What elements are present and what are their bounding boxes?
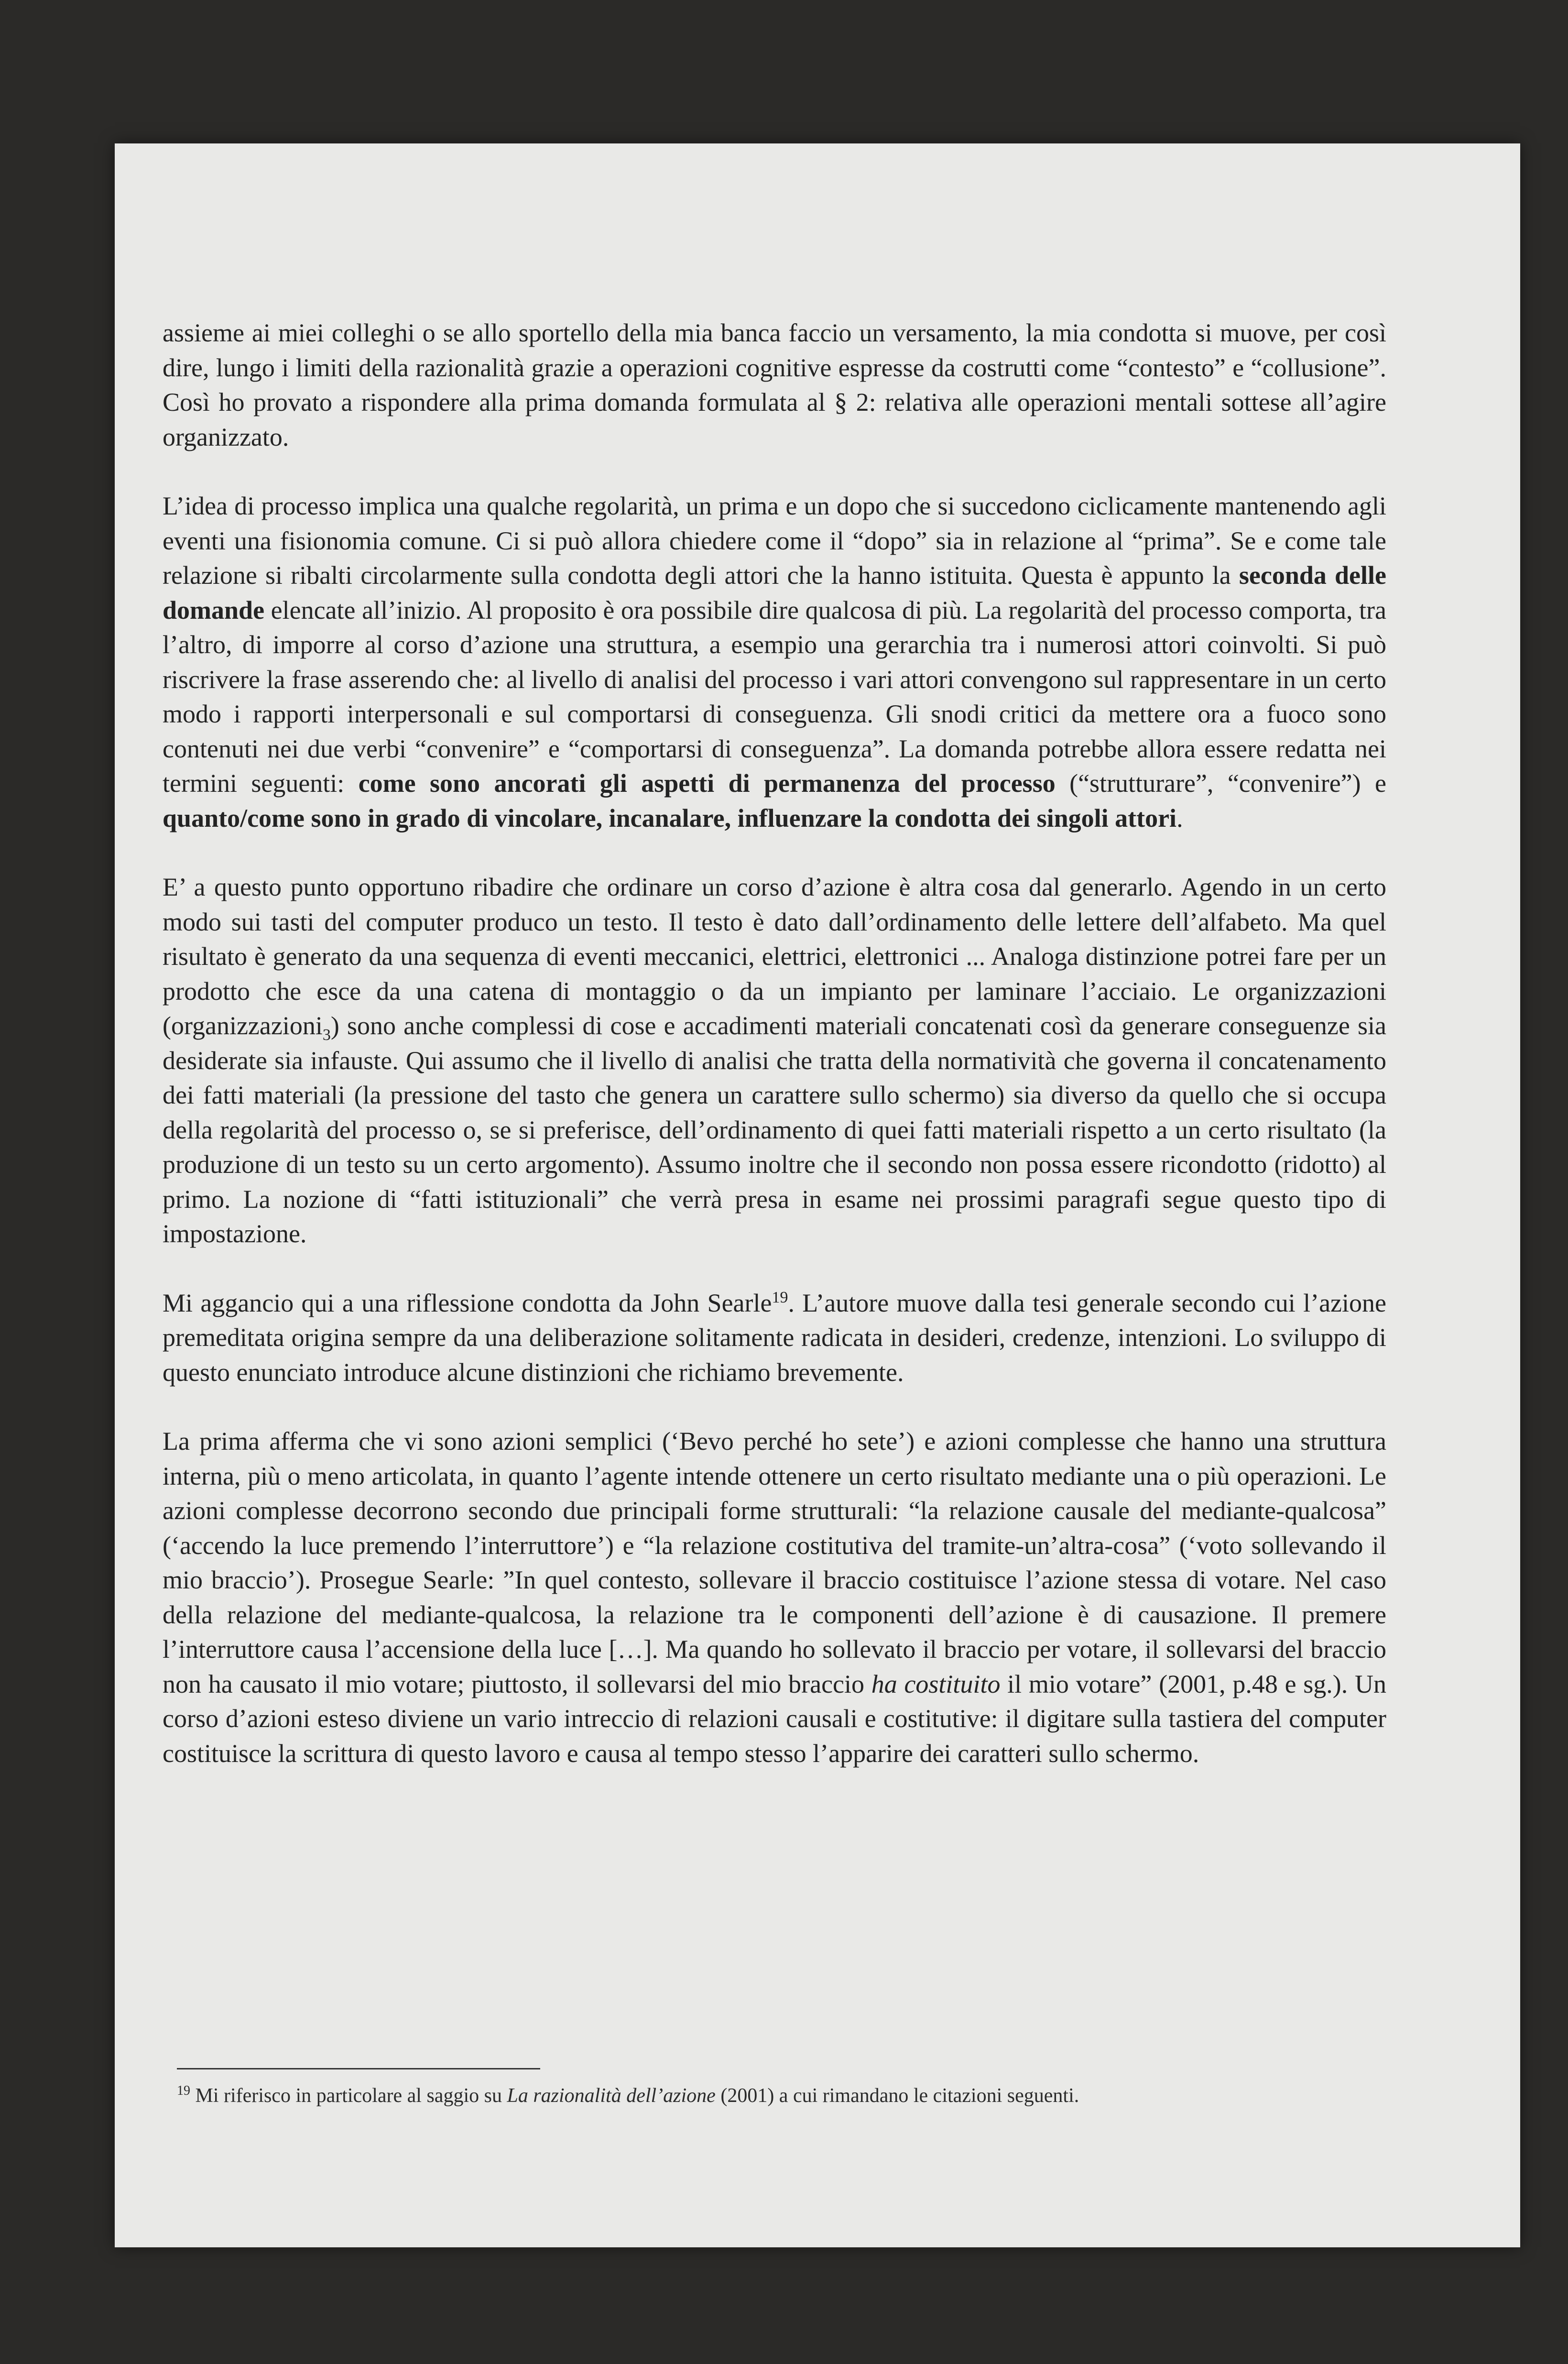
p2-bold-2: come sono ancorati gli aspetti di permanenza del processo: [358, 769, 1056, 798]
footnote-number: 19: [177, 2083, 190, 2098]
p3-text-1: E’ a questo punto opportuno ribadire che ordinare un corso d’azione è altra cosa dal generarlo. Agendo in un certo modo sui tasti del computer produco un testo. Il testo è dato dall’ordinamento delle lettere dell’alfabeto. Ma quel risultato è generato da una sequenza di eventi meccanici, elettrici, elettronici ... Analoga distinzione potrei fare per un prodotto che esce da una catena di montaggio o da un impianto per laminare l’acciaio. Le organizzazioni (organizzazioni: [163, 873, 1386, 1040]
paragraph-2: [163, 489, 1386, 835]
p1-text: assieme ai miei colleghi o se allo sportello della mia banca faccio un versamento, la mia condotta si muove, per così dire, lungo i limiti della razionalità grazie a operazioni cognitive espresse da costrutti come “contesto” e “collusione”. Così ho provato a rispondere alla prima domanda formulata al § 2: relativa alle operazioni mentali sottese all’agire organizzato.: [163, 318, 1386, 451]
footnote-text-2: (2001) a cui rimandano le citazioni seguenti.: [715, 2085, 1079, 2107]
p4-text-2: . L’autore muove dalla tesi generale secondo cui l’azione premeditata origina sempre da una deliberazione solitamente radicata in desideri, credenze, intenzioni. Lo sviluppo di questo enunciato introduce alcune distinzioni che richiamo brevemente.: [163, 1288, 1386, 1387]
p4-text-1: Mi aggancio qui a una riflessione condotta da John Searle: [163, 1288, 772, 1317]
p3-subscript: 3: [322, 1026, 331, 1044]
document-page: [115, 143, 1520, 2247]
p2-bold-1: seconda delle domande: [163, 561, 1386, 624]
footnote: [177, 2082, 1420, 2109]
footnote-separator: [177, 2068, 540, 2069]
footnote-ref-19: 19: [772, 1288, 788, 1306]
paragraph-4: [163, 1286, 1386, 1390]
footnote-title: La razionalità dell’azione: [507, 2085, 716, 2107]
p5-italic: ha costituito: [871, 1669, 1001, 1698]
p2-text-4: .: [1176, 803, 1183, 832]
paragraph-1: [163, 316, 1386, 454]
p2-text-3: (“strutturare”, “convenire”) e: [1055, 769, 1386, 798]
p2-bold-3: quanto/come sono in grado di vincolare, incanalare, influenzare la condotta dei singoli attori: [163, 803, 1177, 832]
footnote-text-1: Mi riferisco in particolare al saggio su: [190, 2085, 507, 2107]
p2-text-1: L’idea di processo implica una qualche regolarità, un prima e un dopo che si succedono ciclicamente mantenendo agli eventi una fisionomia comune. Ci si può allora chiedere come il “dopo” sia in relazione al “prima”. Se e come tale relazione si ribalti circolarmente sulla condotta degli attori che la hanno istituita. Questa è appunto la: [163, 492, 1386, 590]
paragraph-5: [163, 1424, 1386, 1771]
p3-text-2: ) sono anche complessi di cose e accadimenti materiali concatenati così da generare conseguenze sia desiderate sia infauste. Qui assumo che il livello di analisi che tratta della normatività che governa il concatenamento dei fatti materiali (la pressione del tasto che genera un carattere sullo schermo) sia diverso da quello che si occupa della regolarità del processo o, se si preferisce, dell’ordinamento di quei fatti materiali rispetto a un certo risultato (la produzione di un testo su un certo argomento). Assumo inoltre che il secondo non possa essere ricondotto (ridotto) al primo. La nozione di “fatti istituzionali” che verrà presa in esame nei prossimi paragrafi segue questo tipo di impostazione.: [163, 1011, 1386, 1248]
p2-text-2: elencate all’inizio. Al proposito è ora possibile dire qualcosa di più. La regolarità del processo comporta, tra l’altro, di imporre al corso d’azione una struttura, a esempio una gerarchia tra i numerosi attori coinvolti. Si può riscrivere la frase asserendo che: al livello di analisi del processo i vari attori convengono sul rappresentare in un certo modo i rapporti interpersonali e sul comportarsi di conseguenza. Gli snodi critici da mettere ora a fuoco sono contenuti nei due verbi “convenire” e “comportarsi di conseguenza”. La domanda potrebbe allora essere redatta nei termini seguenti:: [163, 595, 1386, 798]
body-text: [163, 316, 1386, 1771]
p5-text-1: La prima afferma che vi sono azioni semplici (‘Bevo perché ho sete’) e azioni complesse che hanno una struttura interna, più o meno articolata, in quanto l’agente intende ottenere un certo risultato mediante una o più operazioni. Le azioni complesse decorrono secondo due principali forme strutturali: “la relazione causale del mediante-qualcosa” (‘accendo la luce premendo l’interruttore’) e “la relazione costitutiva del tramite-un’altra-cosa” (‘voto sollevando il mio braccio’). Prosegue Searle: ”In quel contesto, sollevare il braccio costituisce l’azione stessa di votare. Nel caso della relazione del mediante-qualcosa, la relazione tra le componenti dell’azione è di causazione. Il premere l’interruttore causa l’accensione della luce […]. Ma quando ho sollevato il braccio per votare, il sollevarsi del braccio non ha causato il mio votare; piuttosto, il sollevarsi del mio braccio: [163, 1427, 1386, 1698]
paragraph-3: [163, 870, 1386, 1251]
p5-text-2: il mio votare” (2001, p.48 e sg.). Un corso d’azioni esteso diviene un vario intreccio di relazioni causali e costitutive: il digitare sulla tastiera del computer costituisce la scrittura di questo lavoro e causa al tempo stesso l’apparire dei caratteri sullo schermo.: [163, 1669, 1386, 1768]
